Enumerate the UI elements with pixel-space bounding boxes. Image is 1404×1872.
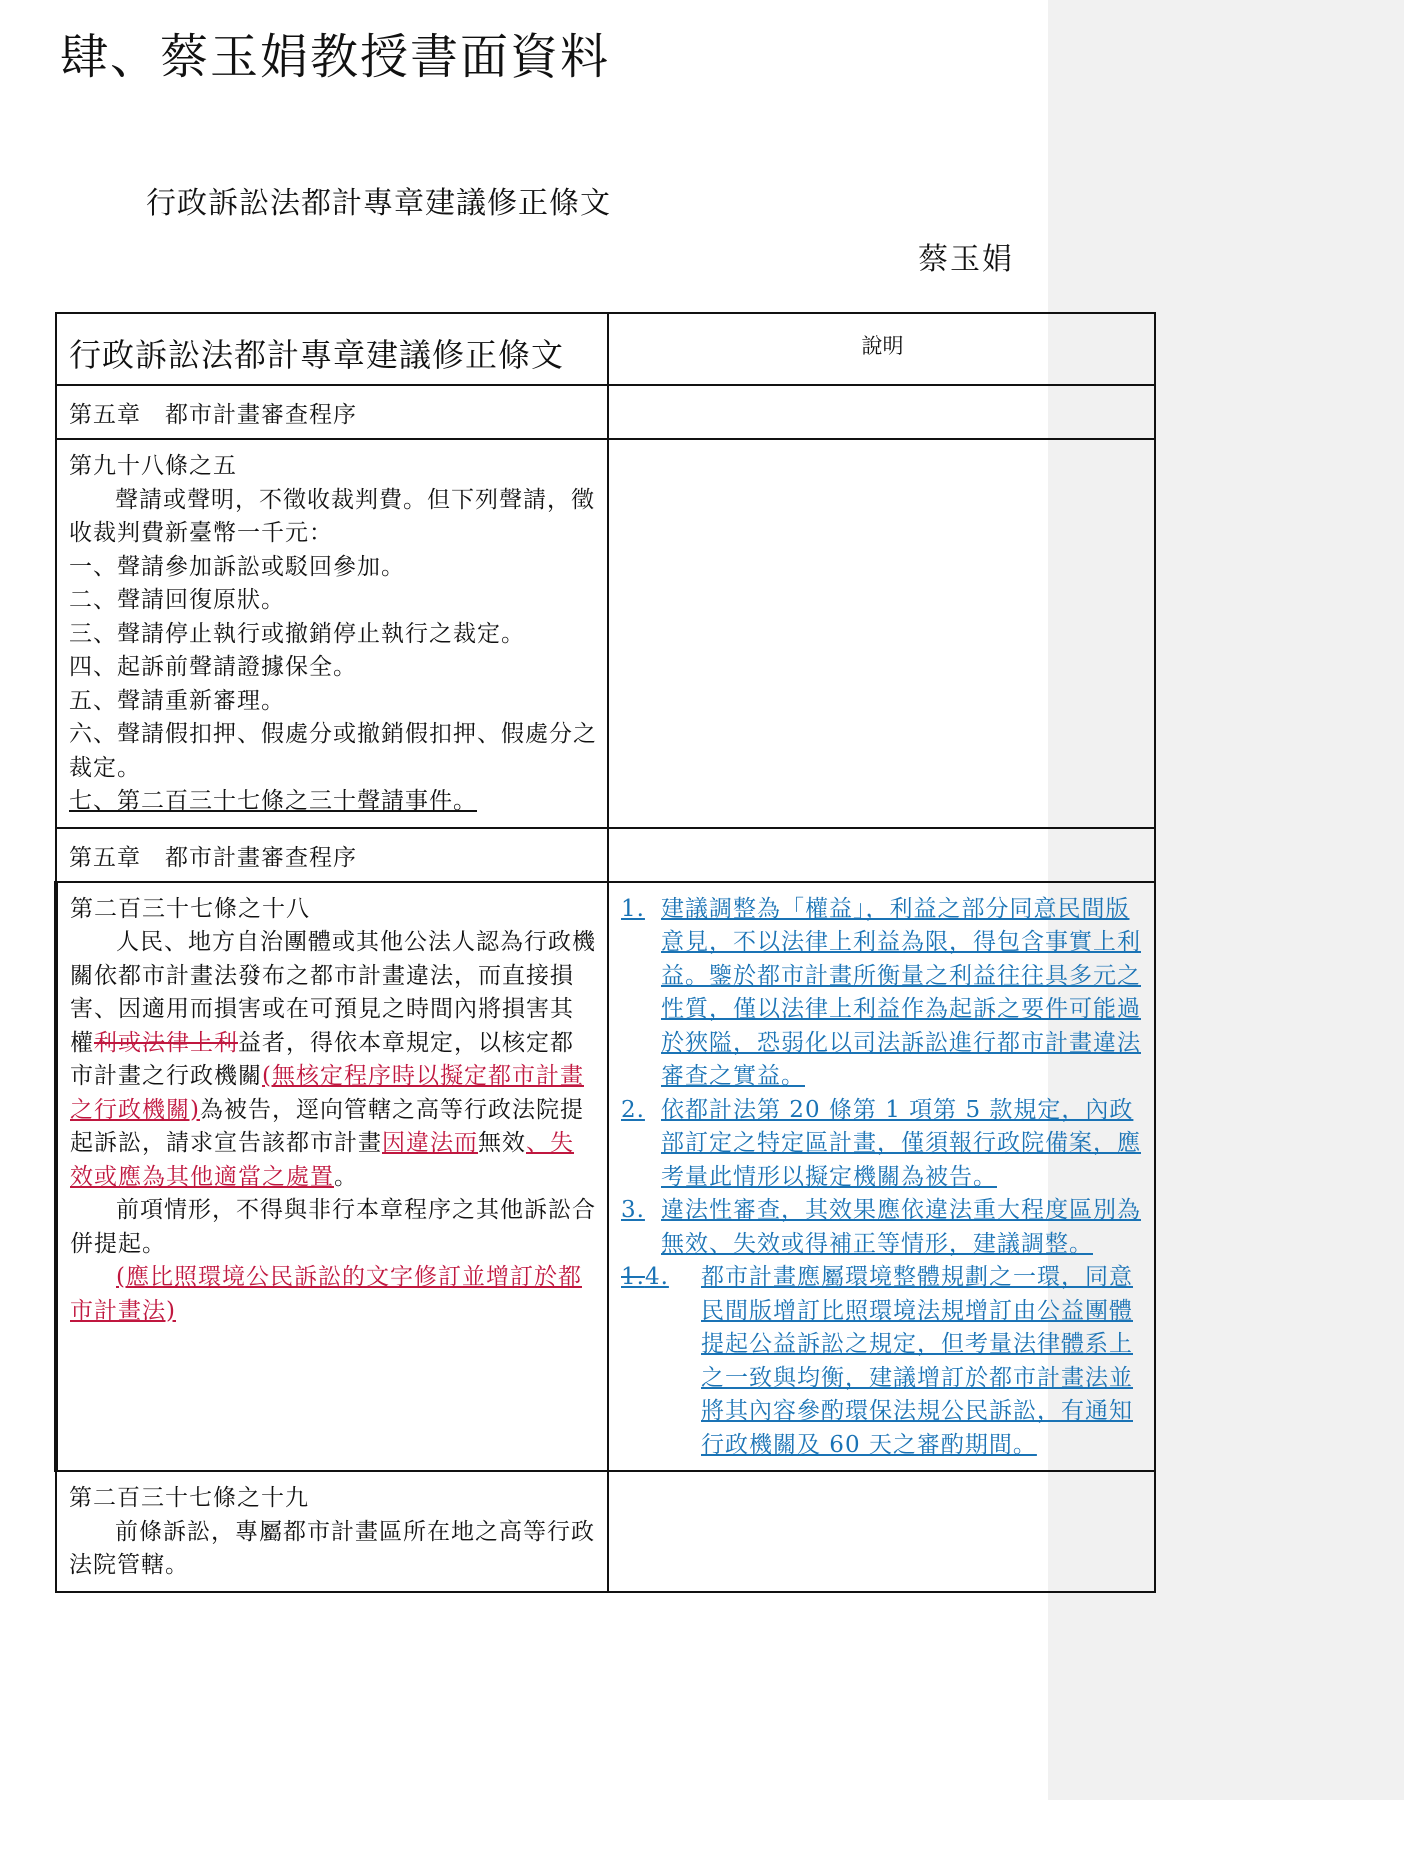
document-title: 行政訴訟法都計專章建議修正條文 <box>146 186 611 221</box>
header-explanation: 說明 <box>608 313 1155 385</box>
table-header-row <box>56 313 1155 385</box>
note-number-new: 4. <box>644 1264 669 1290</box>
note-number: 3. <box>621 1197 645 1223</box>
empty-cell <box>608 1471 1155 1592</box>
table-row <box>56 439 1155 828</box>
article-98-5 <box>56 439 608 828</box>
article-237-18 <box>56 882 608 1472</box>
list-item: 二、聲請回復原狀。 <box>69 587 285 613</box>
text-run: 為被告，逕向管轄之高等行政法院提起訴訟，請求宣告該都市計畫 <box>70 1096 584 1156</box>
article-paragraph: 聲請或聲明，不徵收裁判費。但下列聲請，徵收裁判費新臺幣一千元： <box>69 486 595 546</box>
empty-cell <box>608 385 1155 439</box>
list-item-underlined: 七、第二百三十七條之三十聲請事件。 <box>69 788 477 814</box>
note-text: 建議調整為「權益」，利益之部分同意民間版意見，不以法律上利益為限，得包含事實上利益。鑒於都市計畫所衡量之利益往往具多元之性質，僅以法律上利益作為起訴之要件可能過於狹隘，恐弱化以司法訴訟進行都市計畫違法審查之實益。 <box>661 895 1141 1089</box>
note-number <box>621 1261 701 1462</box>
table-row <box>56 1471 1155 1592</box>
inserted-text: (無核定程序時以擬定都市計畫之行政機關) <box>70 1063 584 1123</box>
article-237-19 <box>56 1471 608 1592</box>
author-name: 蔡玉娟 <box>918 242 1014 277</box>
note-number: 1. <box>621 895 645 922</box>
article-title: 第九十八條之五 <box>69 453 237 479</box>
list-item: 六、聲請假扣押、假處分或撤銷假扣押、假處分之裁定。 <box>69 721 597 781</box>
note-text: 違法性審查，其效果應依違法重大程度區別為無效、失效或得補正等情形，建議調整。 <box>661 1197 1141 1257</box>
header-amended-text: 行政訴訟法都計專章建議修正條文 <box>56 313 608 385</box>
note-item <box>621 1261 1144 1462</box>
text-run: 益者，得依本章規定，以核定都市計畫之行政機關 <box>70 1029 574 1089</box>
note-item <box>621 893 1144 1094</box>
table-row <box>56 828 1155 882</box>
deleted-number: 1. <box>621 1264 645 1290</box>
article-paragraph: 前條訴訟，專屬都市計畫區所在地之高等行政法院管轄。 <box>69 1518 595 1578</box>
table-row <box>56 385 1155 439</box>
list-item: 四、起訴前聲請證據保全。 <box>69 654 357 680</box>
inserted-text: 因違法而 <box>382 1130 478 1156</box>
page-heading: 肆、蔡玉娟教授書面資料 <box>60 29 611 85</box>
text-run: 無效 <box>478 1130 526 1156</box>
list-item: 五、聲請重新審理。 <box>69 687 285 714</box>
list-item: 三、聲請停止執行或撤銷停止執行之裁定。 <box>69 620 525 647</box>
inserted-text: 、失效或應為其他適當之處置 <box>70 1130 574 1190</box>
explanation-notes <box>608 882 1155 1472</box>
article-title: 第二百三十七條之十八 <box>70 895 310 922</box>
list-item: 一、聲請參加訴訟或駁回參加。 <box>69 553 405 580</box>
note-number: 2. <box>621 1096 645 1123</box>
text-run: 。 <box>334 1163 358 1190</box>
chapter-heading: 第五章 都市計畫審查程序 <box>56 828 608 882</box>
article-paragraph: 前項情形，不得與非行本章程序之其他訴訟合併提起。 <box>70 1197 596 1257</box>
amendment-table <box>54 312 1156 1593</box>
note-text: 都市計畫應屬環境整體規劃之一環，同意民間版增訂比照環境法規增訂由公益團體提起公益訴訟之規定，但考量法律體系上之一致與均衡，建議增訂於都市計畫法並將其內容參酌環保法規公民訴訟，有通知行政機關及 60 天之審酌期間。 <box>701 1264 1133 1458</box>
empty-cell <box>608 439 1155 828</box>
article-title: 第二百三十七條之十九 <box>69 1485 309 1511</box>
deleted-text: 利或法律上利 <box>94 1029 238 1056</box>
chapter-heading: 第五章 都市計畫審查程序 <box>56 385 608 439</box>
empty-cell <box>608 828 1155 882</box>
text-run: 人民、地方自治團體或其他公法人認為行政機關依都市計畫法發布之都市計畫違法，而直接損害、因適用而損害或在可預見之時間內將損害其權 <box>70 929 596 1056</box>
inserted-note: (應比照環境公民訴訟的文字修訂並增訂於都市計畫法) <box>70 1264 582 1324</box>
note-text: 依都計法第 20 條第 1 項第 5 款規定，內政部訂定之特定區計畫，僅須報行政院備案，應考量此情形以擬定機關為被告。 <box>661 1096 1141 1190</box>
article-paragraph <box>70 926 597 1194</box>
note-item <box>621 1094 1144 1195</box>
note-item <box>621 1194 1144 1261</box>
table-row <box>56 882 1155 1472</box>
